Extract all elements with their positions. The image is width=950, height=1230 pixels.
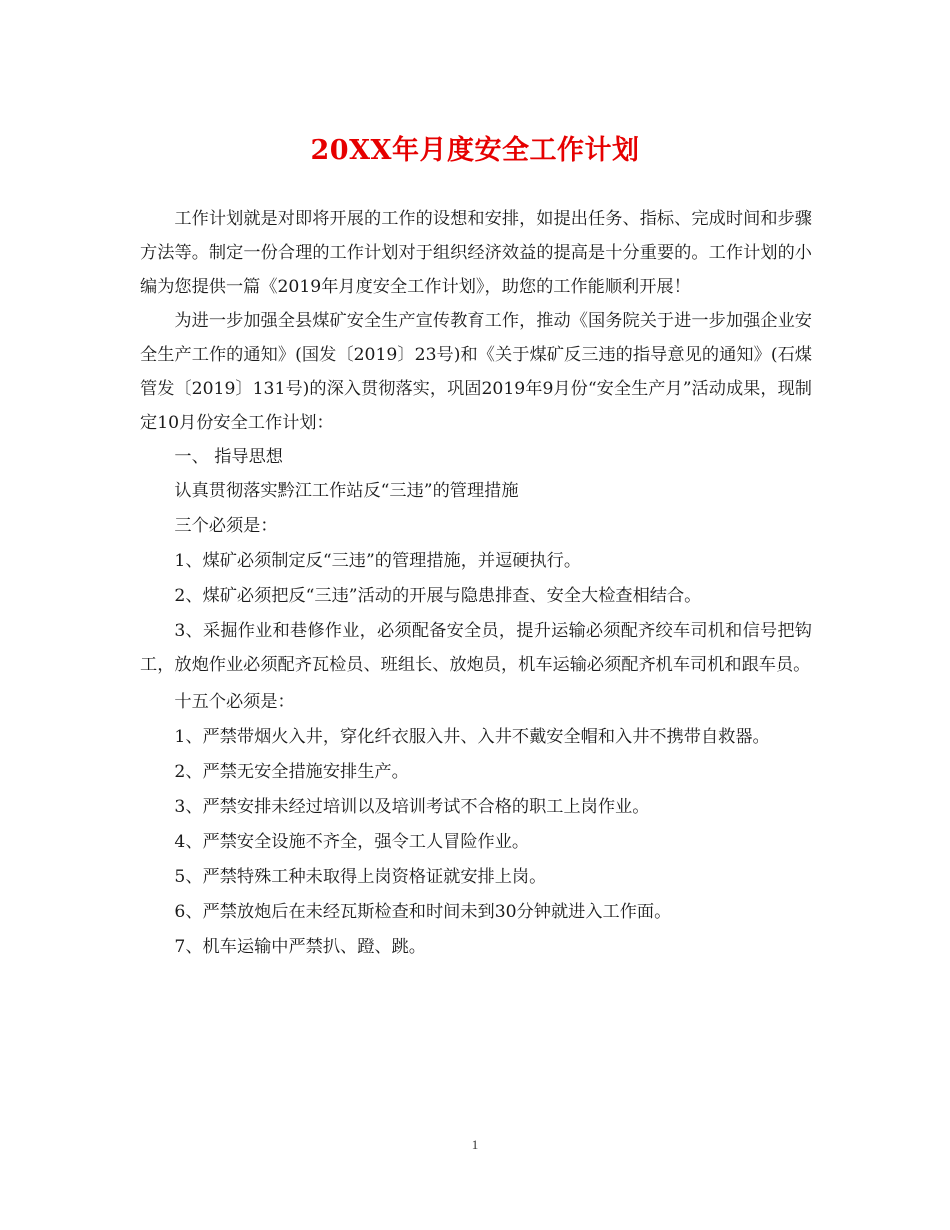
list-item: 2、煤矿必须把反“三违”活动的开展与隐患排查、安全大检查相结合。 [174,586,702,606]
list-item: 1、严禁带烟火入井，穿化纤衣服入井、入井不戴安全帽和入井不携带自救器。 [174,727,770,747]
paragraph-implementation: 认真贯彻落实黔江工作站反“三违”的管理措施 [174,481,519,501]
document-title: 20XX年月度安全工作计划 [310,135,640,166]
list-item: 7、机车运输中严禁扒、蹬、跳。 [174,937,426,957]
list-item: 4、严禁安全设施不齐全，强令工人冒险作业。 [174,832,530,852]
section-heading-guiding-ideology: 一、 指导思想 [174,447,283,467]
list-heading-fifteen-musts: 十五个必须是： [174,692,295,712]
document-body [140,202,812,964]
page-number: 1 [471,1137,479,1152]
list-item: 1、煤矿必须制定反“三违”的管理措施，并逗硬执行。 [174,551,582,571]
paragraph-intro: 工作计划就是对即将开展的工作的设想和安排，如提出任务、指标、完成时间和步骤方法等。制定一份合理的工作计划对于组织经济效益的提高是十分重要的。工作计划的小编为您提供一篇《2019年月度安全工作计划》，助您的工作能顺利开展！ [140,209,812,297]
list-item: 6、严禁放炮后在未经瓦斯检查和时间未到30分钟就进入工作面。 [174,902,672,922]
list-item: 3、采掘作业和巷修作业，必须配备安全员，提升运输必须配齐绞车司机和信号把钩工，放炮作业必须配齐瓦检员、班组长、放炮员，机车运输必须配齐机车司机和跟车员。 [140,621,812,675]
list-heading-three-musts: 三个必须是： [174,516,278,536]
paragraph-purpose: 为进一步加强全县煤矿安全生产宣传教育工作，推动《国务院关于进一步加强企业安全生产工作的通知》(国发〔2019〕23号)和《关于煤矿反三违的指导意见的通知》(石煤管发〔2019〕131号)的深入贯彻落实，巩固2019年9月份“安全生产月”活动成果，现制定10月份安全工作计划： [140,311,812,433]
list-item: 5、严禁特殊工种未取得上岗资格证就安排上岗。 [174,867,547,887]
list-item: 3、严禁安排未经过培训以及培训考试不合格的职工上岗作业。 [174,797,650,817]
list-item: 2、严禁无安全措施安排生产。 [174,762,409,782]
